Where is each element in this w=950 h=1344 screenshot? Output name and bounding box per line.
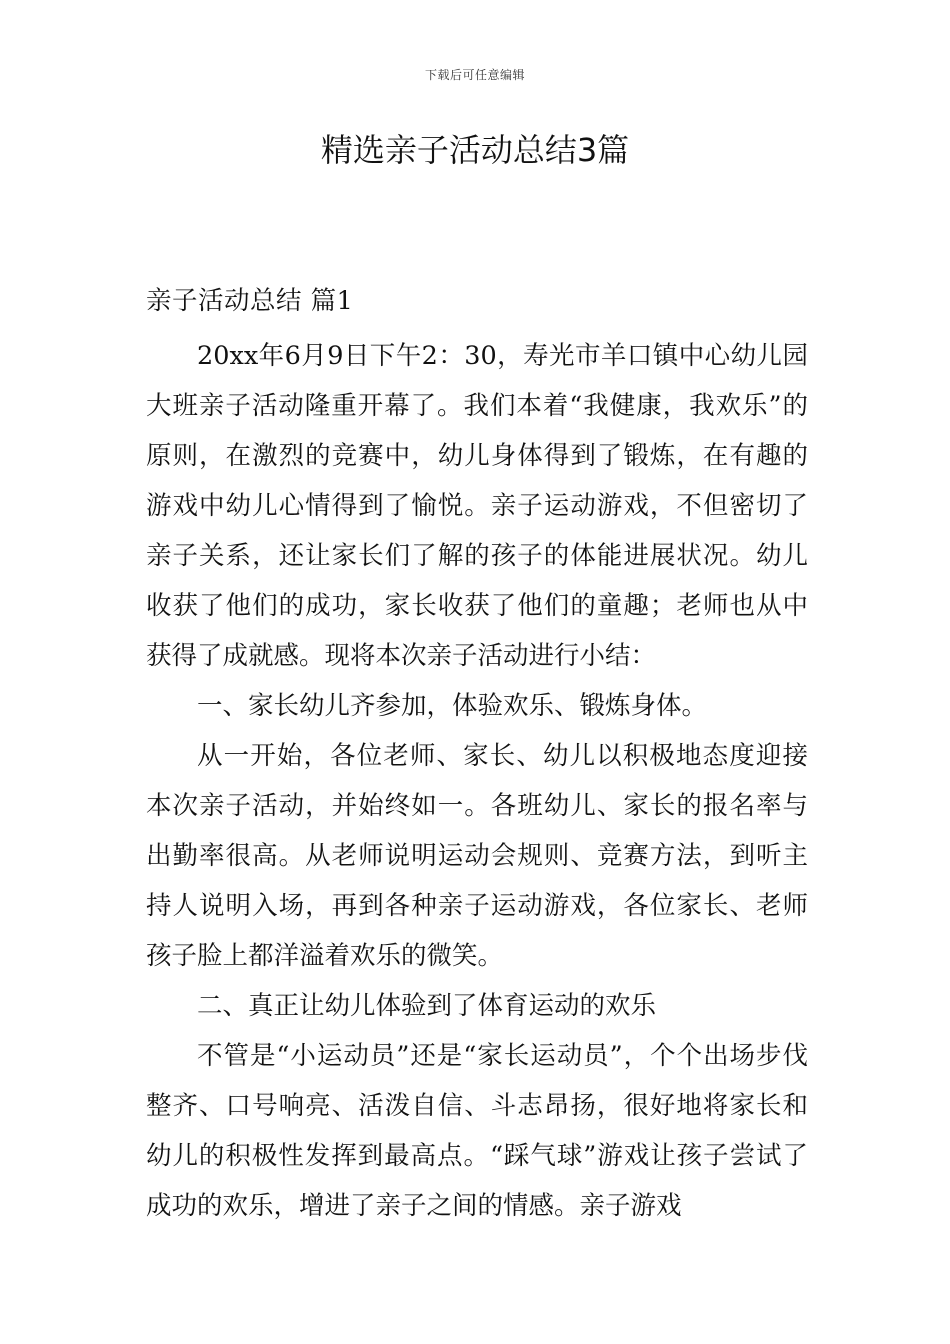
paragraph-point-one: 一、家长幼儿齐参加，体验欢乐、锻炼身体。 xyxy=(197,691,708,721)
document-body xyxy=(146,281,808,1231)
paragraph-point-one-body: 从一开始，各位老师、家长、幼儿以积极地态度迎接本次亲子活动，并始终如一。各班幼儿、家长的报名率与出勤率很高。从老师说明运动会规则、竞赛方法，到听主持人说明入场，再到各种亲子运动游戏，各位家长、老师孩子脸上都洋溢着欢乐的微笑。 xyxy=(146,741,808,971)
paragraph-point-two: 二、真正让幼儿体验到了体育运动的欢乐 xyxy=(197,991,657,1021)
paragraph-point-two-body: 不管是“小运动员”还是“家长运动员”，个个出场步伐整齐、口号响亮、活泼自信、斗志昂扬，很好地将家长和幼儿的积极性发挥到最高点。“踩气球”游戏让孩子尝试了成功的欢乐，增进了亲子之间的情感。亲子游戏 xyxy=(146,1041,808,1221)
document-title: 精选亲子活动总结3篇 xyxy=(320,131,630,169)
header-note: 下载后可任意编辑 xyxy=(424,68,525,82)
section-heading: 亲子活动总结 篇1 xyxy=(146,286,354,316)
paragraph-intro: 20xx年6月9日下午2：30，寿光市羊口镇中心幼儿园大班亲子活动隆重开幕了。我们本着“我健康，我欢乐”的原则，在激烈的竞赛中，幼儿身体得到了锻炼，在有趣的游戏中幼儿心情得到了愉悦。亲子运动游戏，不但密切了亲子关系，还让家长们了解的孩子的体能进展状况。幼儿收获了他们的成功，家长收获了他们的童趣；老师也从中获得了成就感。现将本次亲子活动进行小结： xyxy=(146,341,808,671)
